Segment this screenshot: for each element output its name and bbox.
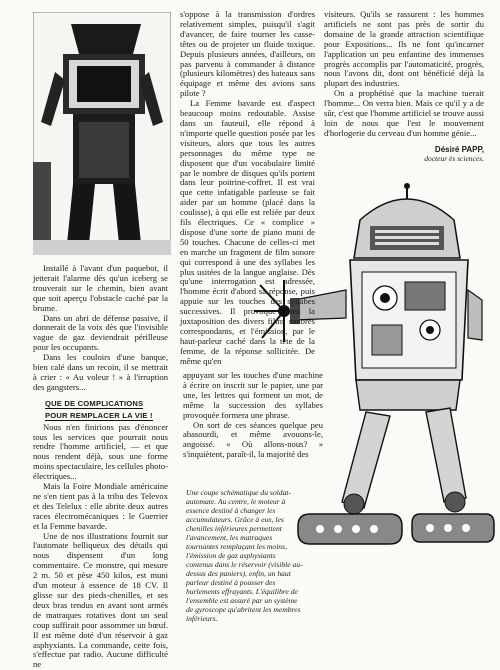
paragraph: Nous n'en finirions pas d'énoncer tous les services que pourrait nous rendre l'homme artificiel, — et que nous rendent déjà, sous une forme moins spectaculaire, les cellules photo-électriques... xyxy=(33,421,168,482)
section-heading-1: QUE DE COMPLICATIONS xyxy=(45,398,144,408)
column-2 xyxy=(180,10,315,367)
paragraph: Mais la Foire Mondiale américaine ne s'en tient pas à la tribu des Televox et des Telelux : elle abrite deux autres races électromécaniques : le Guerrier et la Femme bavarde. xyxy=(33,481,168,531)
section-heading-2: POUR REMPLACER LA VIE ! xyxy=(45,410,153,420)
paragraph: On a prophétisé que la machine tuerait l'homme... On verra bien. Mais ce qu'il y a de sûr, c'est que l'homme artificiel se trouve aussi loin de nous que l'est le mouvement d'horlogerie du cerveau d'un homme génie... xyxy=(324,88,484,138)
paragraph: Dans les couloirs d'une banque, bien calé dans un recoin, il se mettrait à crier : « Au voleur ! » à l'irruption des gangsters... xyxy=(33,352,168,392)
column-1 xyxy=(33,264,168,670)
illustration-caption: Une coupe schématique du soldat-automate. Au centre, le moteur à essence destiné à changer les accumulateurs. Grâce à eux, les chenilles inférieures permettent l'avancement, les matraques tournantes remplaçant les moins, l'émission de gaz asphyxiants contenus dans le réservoir (visible au-dessus des paniers), enfin, un haut parleur destiné à pousser des hurlements effrayants. L'équilibre de l'ensemble est assuré par un système de gyroscope qu'abritent les membres inférieurs. xyxy=(186,488,303,623)
column-2-continued xyxy=(183,371,323,460)
paragraph: La Femme bavarde est d'aspect beaucoup moins redoutable. Assise dans un fauteuil, elle répond à n'importe quelle question posée par les visiteurs, alors que tous les autres personnages du même type ne disposent que d'un vocabulaire limité par le nombre de disques qu'ils portent dans leur poitrine-coffret. Il est vrai que cette infatigable parleuse se fait aider par un homme (placé dans la coulisse), à qui elle est reliée par deux fils électriques. Ce « complice » dispose d'une sorte de piano muni de 50 touches. Chacune de celles-ci met en marche un fragment de film sonore qui correspond à une des syllabes les plus usitées de la langue anglaise. Dès qu'une interrogation est adressée, l'homme écrit d'abord sa réponse, puis appuie sur les touches des syllabes successives. Il provoque ainsi la juxtaposition des divers films sonores correspondants, et l'émission, par le haut-parleur caché dans la tête de la femme, de la réponse sollicitée. De même qu'en xyxy=(180,98,315,366)
paragraph: appuyant sur les touches d'une machine à écrire on inscrit sur le papier, une par une, les lettres qui forment un mot, de même la succession des syllabes provoquée formera une phrase. xyxy=(183,370,323,420)
paragraph: On sort de ces séances quelque peu abasourdi, et même avouons-le, angoissé. « Où allons-nous? » s'inquiètent, paraît-il, la majorité des xyxy=(183,419,323,460)
paragraph: Une de nos illustrations fournit sur l'automate belliqueux des détails qui nous dispensent d'un long commentaire. Ce monstre, qui mesure 2 m. 50 et pèse 450 kilos, est muni d'un moteur à essence de 18 CV. Il glisse sur des pieds-chenilles, et ses deux bras tendus en avant sont armés de matraques rotatives dont un seul coup suffirait pour assommer un bœuf. Il est même doté d'un réservoir à gaz asphyxiants. La commande, cette fois, s'effectue par radio. Aucune difficulté ne xyxy=(33,530,168,670)
column-3 xyxy=(324,10,484,164)
paragraph: Dans un abri de défense passive, il donnerait de la voix dès que l'invisible vague de gaz deviendrait périlleuse pour les occupants. xyxy=(33,312,168,353)
automaton-photo xyxy=(33,12,171,255)
author-title: docteur ès sciences. xyxy=(424,153,484,163)
paragraph: Installé à l'avant d'un paquebot, il jetterait l'alarme dès qu'un iceberg se trouverait sur le chemin, bien avant que soit aperçu l'obstacle caché par la brume. xyxy=(33,263,168,313)
author-signature: Désiré PAPP, xyxy=(434,144,484,154)
paragraph: visiteurs. Qu'ils se rassurent : les hommes artificiels ne sont pas près de sortir du domaine de la grande attraction scientifique pour Expositions... Ils ne font qu'incarner l'application un peu enfantine des immenses progrès accomplis par l'automaticité, progrès, nous l'avons dit, dont ont bénéficié déjà la plupart des industries. xyxy=(324,9,484,89)
paragraph: s'oppose à la transmission d'ordres relativement simples, puisqu'il s'agit d'avancer, de faire tourner les casse-têtes ou de projeter un fluide toxique. Depuis plusieurs années, d'ailleurs, on pas parvenu à commander à distance (plusieurs kilomètres) des bateaux sans équipage et même des avions sans pilote ? xyxy=(180,9,315,99)
